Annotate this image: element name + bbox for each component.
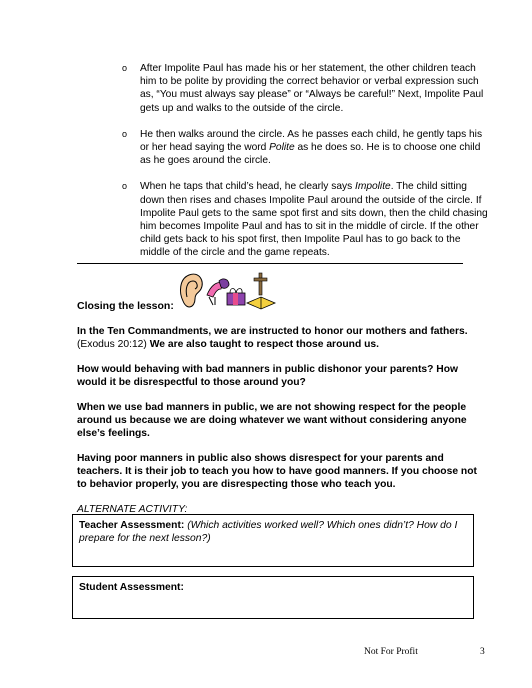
- ear-icon: [181, 274, 203, 307]
- bullet-text: He then walks around the circle. As he passes each child, he gently taps his or her head saying the word Polite as he does so. He is to choose one child as he goes around the circle.: [140, 128, 483, 167]
- list-item: [122, 128, 492, 168]
- teacher-assessment-prompt: (Which activities worked well? Which ones didn’t? How do I prepare for the next lesson?): [79, 520, 458, 544]
- student-assessment-box: [72, 576, 474, 619]
- bible-cross-icon: [247, 273, 275, 309]
- bullet-text: After Impolite Paul has made his or her statement, the other children teach him to be polite by providing the correct behavior or verbal expression such as, “You must always say please” or “Always be careful!” Next, Impolite Paul gets up and walks to the outside of the circle.: [140, 63, 484, 114]
- bullet-marker: o: [122, 128, 128, 139]
- bullet-marker: o: [122, 181, 128, 192]
- teacher-assessment-label: Teacher Assessment:: [79, 520, 185, 531]
- section-divider: [77, 263, 463, 264]
- closing-heading: Closing the lesson:: [77, 300, 174, 312]
- teacher-assessment-box: [72, 514, 474, 567]
- paragraph: When we use bad manners in public, we are not showing respect for the people around us because we are doing whatever we want without considering anyone else’s feelings.: [77, 402, 467, 439]
- instruction-list: [122, 62, 492, 273]
- list-item: [122, 180, 492, 259]
- page-number: 3: [480, 647, 485, 657]
- bullet-marker: o: [122, 63, 128, 73]
- paragraph: Having poor manners in public also shows disrespect for your parents and teachers. It is their job to teach you how to have good manners. If you choose not to behavior properly, you are disrespecting those who teach you.: [77, 453, 477, 490]
- gift-icon: [227, 289, 245, 306]
- paragraph: In the Ten Commandments, we are instructed to honor our mothers and fathers. (Exodus 20:12) We are also taught to respect those around us.: [77, 326, 468, 350]
- alternate-activity-heading: ALTERNATE ACTIVITY:: [77, 504, 188, 515]
- list-item: [122, 62, 492, 115]
- hands-icon: [207, 279, 229, 305]
- bullet-text: When he taps that child’s head, he clearly says Impolite. The child sitting down then rises and chases Impolite Paul around the outside of the circle. If Impolite Paul gets to the same spot first and sits down, then the child chasing him becomes Impolite Paul and has to sit in the middle of circle. If the other child gets back to his spot first, then Impolite Paul has to go back to the middle of the circle and the game repeats.: [140, 181, 488, 259]
- closing-icons: [177, 271, 279, 315]
- lesson-content: [77, 325, 477, 528]
- student-assessment-label: Student Assessment:: [79, 582, 184, 593]
- paragraph: How would behaving with bad manners in public dishonor your parents? How would it be disrespectful to those around you?: [77, 364, 459, 388]
- footer-note: Not For Profit: [364, 647, 418, 657]
